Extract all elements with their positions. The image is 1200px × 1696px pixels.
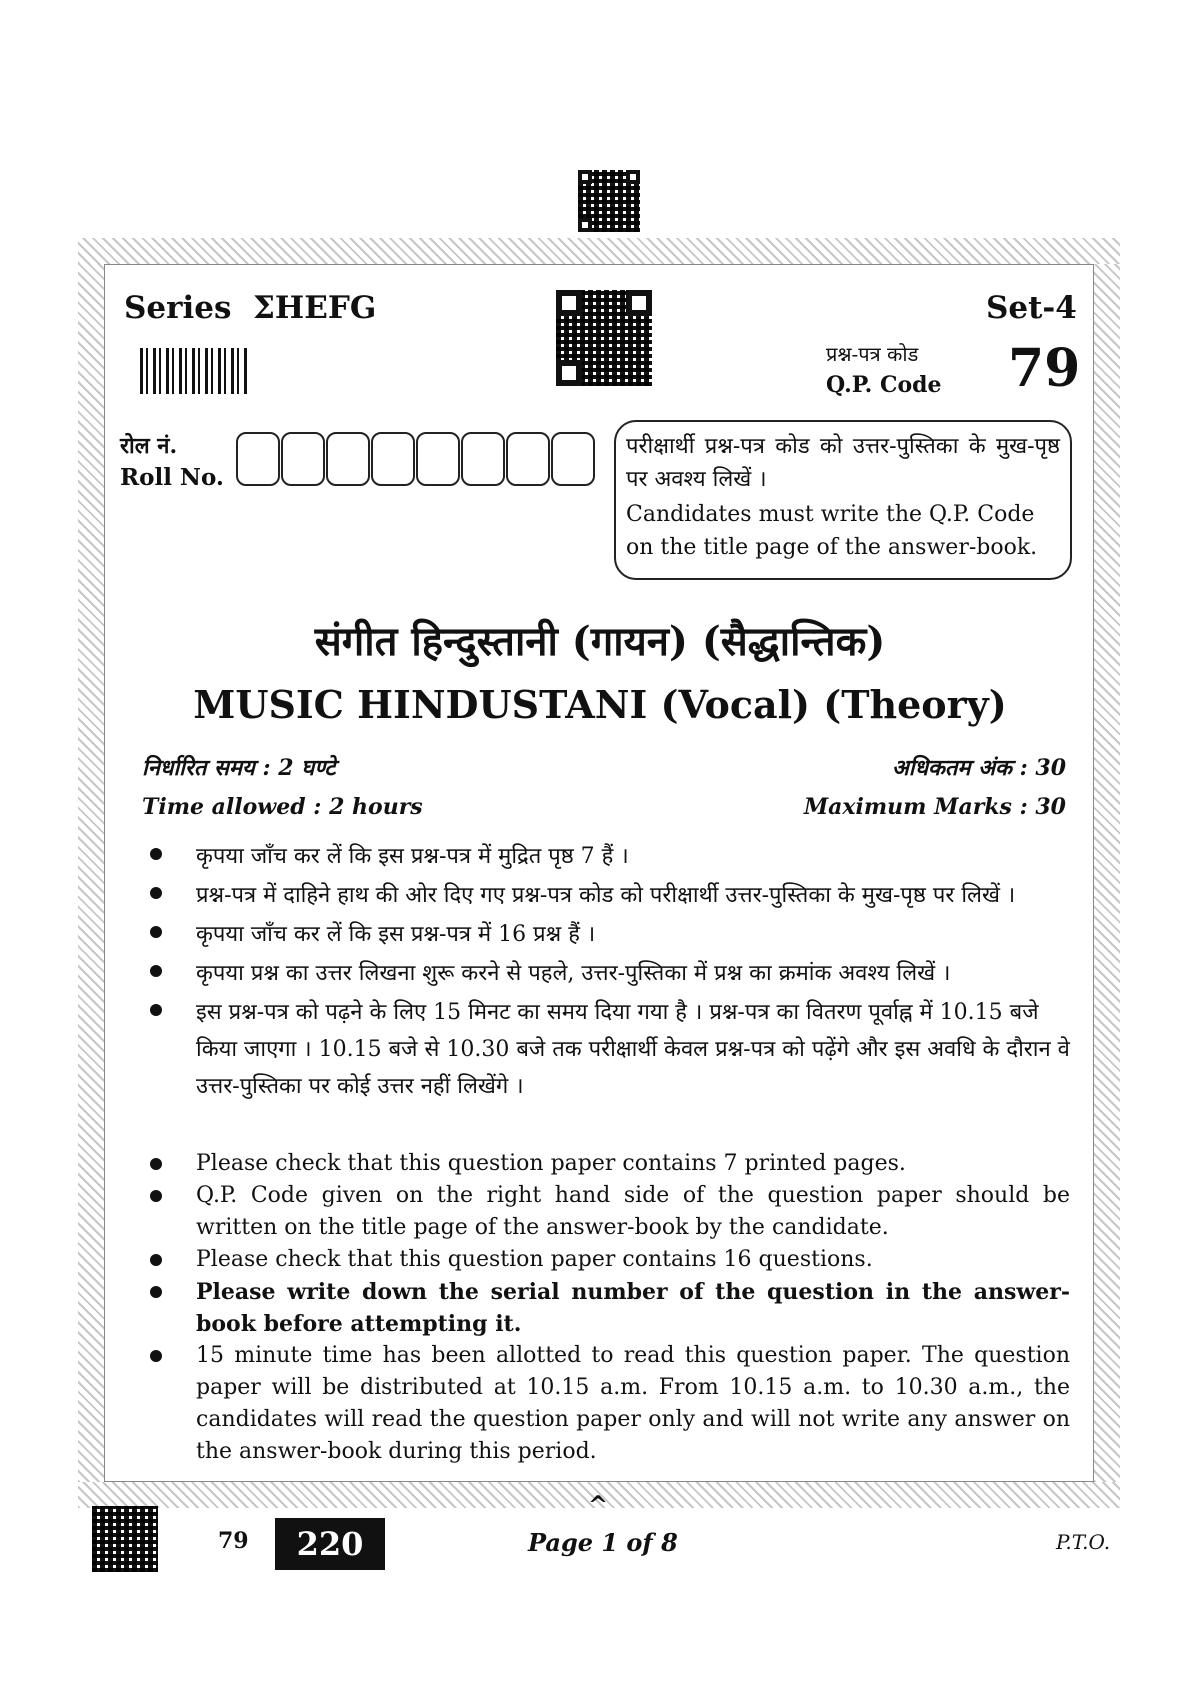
list-item: Please write down the serial number of the question in the answer-book before attempting it. [150,1276,1070,1340]
list-item: कृपया प्रश्न का उत्तर लिखना शुरू करने से पहले, उत्तर-पुस्तिका में प्रश्न का क्रमांक अवश्य लिखें । [150,955,1070,992]
roll-digit-box-7[interactable] [506,432,550,486]
footer-number-badge: 220 [275,1518,385,1570]
title-english: MUSIC HINDUSTANI (Vocal) (Theory) [193,682,1007,727]
list-item: 15 minute time has been allotted to read this question paper. The question paper will be distributed at 10.15 a.m. From 10.15 a.m. to 10.30 a.m., the candidates will read the question paper only and will not write any answer on the answer-book during this period. [150,1340,1070,1468]
caret-icon: ^ [588,1490,609,1519]
candidate-notice [614,420,1072,580]
series-value: ΣHEFG [253,290,377,326]
footer-pto: P.T.O. [1056,1530,1111,1554]
list-item: प्रश्न-पत्र में दाहिने हाथ की ओर दिए गए प्रश्न-पत्र कोड को परीक्षार्थी उत्तर-पुस्तिका के मुख-पृष्ठ पर लिखें । [150,877,1070,914]
notice-hindi: परीक्षार्थी प्रश्न-पत्र कोड को उत्तर-पुस्तिका के मुख-पृष्ठ पर अवश्य लिखें । [626,434,1060,492]
header-qr-code [556,290,652,386]
footer-page: Page 1 of 8 [528,1528,678,1557]
list-item: Q.P. Code given on the right hand side of the question paper should be written on the title page of the answer-book by the candidate. [150,1180,1070,1244]
roll-digit-box-2[interactable] [281,432,325,486]
decorative-border-top [78,238,1120,264]
title-hindi: संगीत हिन्दुस्तानी (गायन) (सैद्धान्तिक) [314,618,886,665]
roll-label: Roll No. [120,464,224,491]
barcode [140,348,250,394]
instructions-hindi [150,838,1070,1107]
qp-code-value: 79 [1008,338,1081,399]
top-qr-code [578,170,640,232]
decorative-border-right [1094,264,1120,1482]
roll-digit-box-8[interactable] [551,432,595,486]
list-item: कृपया जाँच कर लें कि इस प्रश्न-पत्र में मुद्रित पृष्ठ 7 हैं । [150,838,1070,875]
roll-digit-box-1[interactable] [236,432,280,486]
roll-digit-box-6[interactable] [461,432,505,486]
notice-english: Candidates must write the Q.P. Code on the title page of the answer-book. [626,502,1038,560]
set-label: Set-4 [986,290,1077,326]
series-line [124,290,376,326]
maximum-marks: Maximum Marks : 30 [803,794,1066,820]
qp-code-label: Q.P. Code [826,372,942,398]
list-item: कृपया जाँच कर लें कि इस प्रश्न-पत्र में 16 प्रश्न हैं । [150,916,1070,953]
time-hindi: निर्धारित समय : 2 घण्टे [142,755,336,781]
decorative-border-left [78,264,104,1482]
qp-code-hindi: प्रश्न-पत्र कोड [826,342,919,366]
list-item: Please check that this question paper contains 16 questions. [150,1244,1070,1276]
list-item: इस प्रश्न-पत्र को पढ़ने के लिए 15 मिनट का समय दिया गया है । प्रश्न-पत्र का वितरण पूर्वाह्न में 10.15 बजे किया जाएगा । 10.15 बजे से 10.30 बजे तक परीक्षार्थी केवल प्रश्न-पत्र को पढ़ेंगे और इस अवधि के दौरान वे उत्तर-पुस्तिका पर कोई उत्तर नहीं लिखेंगे । [150,994,1070,1105]
list-item: Please check that this question paper contains 7 printed pages. [150,1148,1070,1180]
instructions-english [150,1148,1070,1468]
time-allowed: Time allowed : 2 hours [142,794,423,820]
series-label: Series [124,290,232,326]
roll-digit-box-5[interactable] [416,432,460,486]
roll-digit-box-4[interactable] [371,432,415,486]
roll-label-hindi: रोल नं. [120,433,178,459]
marks-hindi: अधिकतम अंक : 30 [891,755,1066,781]
roll-digit-box-3[interactable] [326,432,370,486]
footer-data-matrix [92,1506,158,1572]
footer-code: 79 [218,1528,249,1554]
